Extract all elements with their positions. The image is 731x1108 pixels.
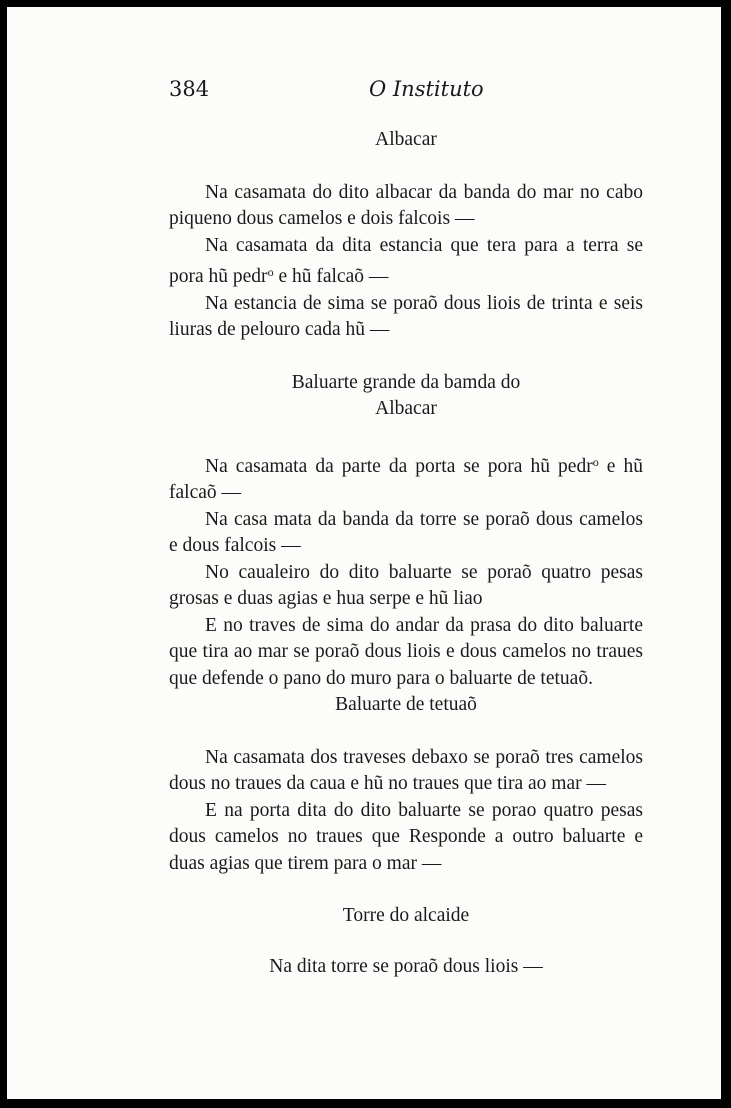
superscript: o <box>592 454 599 469</box>
paragraph: Na casamata do dito albacar da banda do mar no cabo piqueno dous camelos e dois falcois — <box>169 181 643 229</box>
book-page <box>7 7 721 1099</box>
paragraph: Na casamata dos traveses debaxo se poraõ tres camelos dous no traues da caua e hũ no traues que tira ao mar — <box>169 746 643 794</box>
page-body <box>169 127 643 980</box>
section-heading: Torre do alcaide <box>342 905 470 926</box>
section-heading: Baluarte de tetuaõ <box>335 694 477 715</box>
paragraph <box>169 233 643 291</box>
section-heading: Baluarte grande da bamda do <box>291 371 521 393</box>
paragraph: E no traves de sima do andar da prasa do dito baluarte que tira ao mar se poraõ dous liois e dous camelos no traues que defende o pano do muro para o baluarte de tetuaõ. <box>169 614 643 689</box>
paragraph: Na casa mata da banda da torre se poraõ dous camelos e dous falcois — <box>169 508 643 556</box>
section-heading-line-2: Albacar <box>375 398 437 419</box>
superscript: o <box>267 265 274 279</box>
paragraph: No caualeiro do dito baluarte se poraõ quatro pesas grosas e duas agias e hua serpe e hũ liao <box>169 561 643 609</box>
paragraph-text: Na casamata da dita estancia que tera para a terra se pora hũ pedr$^o$ e hũ falcaõ — <box>169 234 643 287</box>
running-title: O Instituto <box>369 77 484 101</box>
page-number: 384 <box>169 77 210 101</box>
paragraph: E na porta dita do dito baluarte se porao quatro pesas dous camelos no traues que Responde a outro baluarte e duas agias que tirem para o mar — <box>169 799 643 874</box>
paragraph: Na estancia de sima se poraõ dous liois de trinta e seis liuras de pelouro cada hũ — <box>169 292 643 340</box>
closing-line: Na dita torre se poraõ dous liois — <box>269 955 543 977</box>
page-header <box>169 77 643 107</box>
paragraph: Na casamata da parte da porta se pora hũ pedr$^o$ e hũ falcaõ — <box>169 454 643 503</box>
section-heading: Albacar <box>375 129 437 150</box>
